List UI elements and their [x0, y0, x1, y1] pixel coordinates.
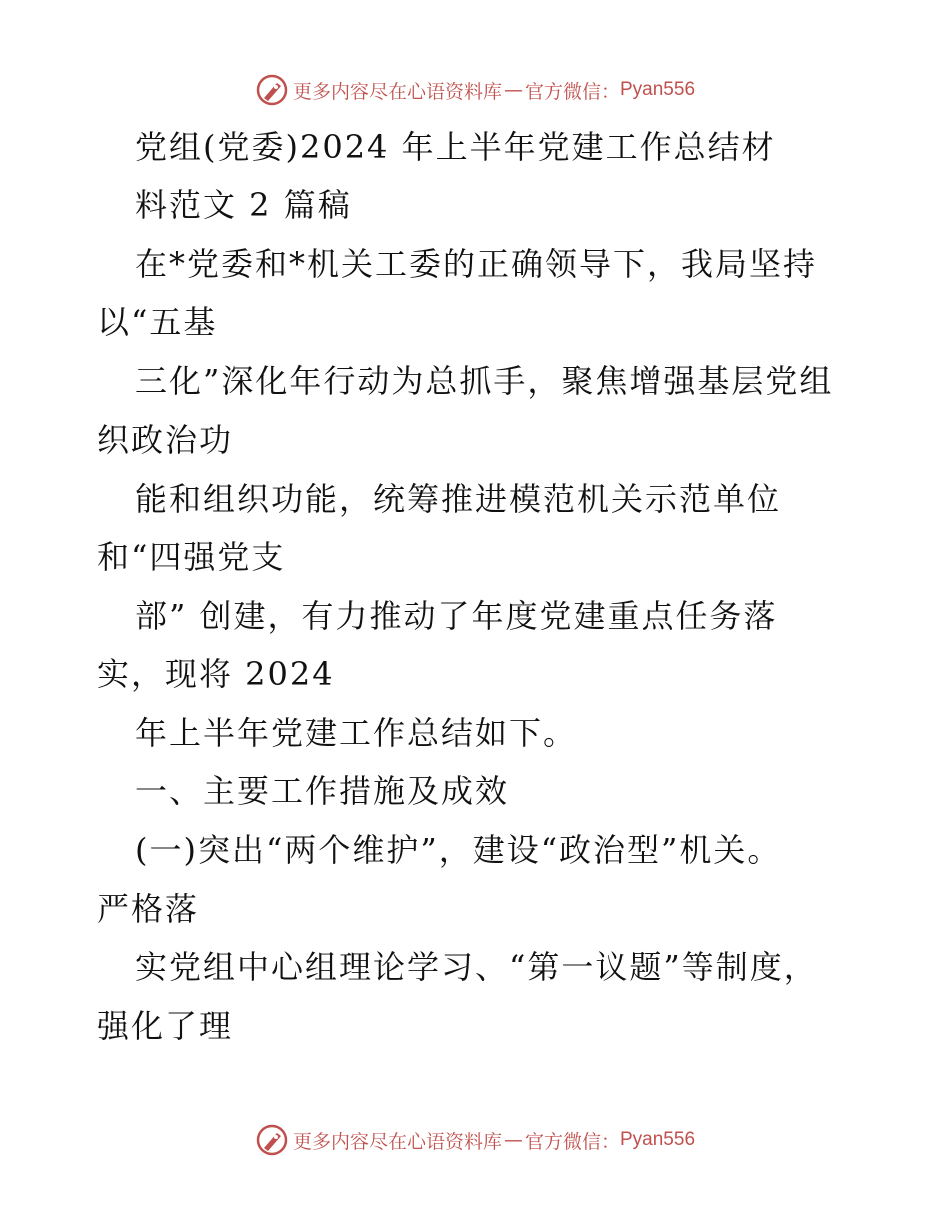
body-line: 实党组中心组理论学习、“第一议题”等制度， — [135, 948, 818, 986]
body-line: 部” 创建，有力推动了年度党建重点任务落 — [135, 597, 778, 635]
fountain-pen-logo-icon — [255, 73, 289, 107]
watermark-text: 更多内容尽在心语资料库 — [292, 80, 502, 103]
title-line-1: 党组(党委)2024 年上半年党建工作总结材 — [135, 128, 776, 166]
subsection-heading: (一)突出“两个维护”，建设“政治型”机关。 — [135, 831, 782, 869]
section-heading: 一、主要工作措施及成效 — [135, 772, 510, 810]
title-line-2: 料范文 2 篇稿 — [135, 186, 352, 224]
body-line: 年上半年党建工作总结如下。 — [135, 714, 578, 752]
watermark-label: 官方微信： — [524, 1130, 620, 1153]
body-line: 和“四强党支 — [97, 538, 286, 576]
body-line: 实，现将 2024 — [97, 655, 335, 693]
body-line: 以“五基 — [97, 303, 218, 341]
watermark-separator: — — [503, 1129, 523, 1151]
watermark-id: Pyan556 — [620, 79, 696, 100]
body-line: 严格落 — [97, 890, 200, 928]
body-line: 能和组织功能，统筹推进模范机关示范单位 — [135, 480, 782, 518]
body-line: 织政治功 — [97, 421, 234, 459]
body-line: 在*党委和*机关工委的正确领导下，我局坚持 — [135, 245, 818, 283]
watermark-footer — [0, 1120, 950, 1160]
fountain-pen-logo-icon — [255, 1123, 289, 1157]
watermark-text: 更多内容尽在心语资料库 — [292, 1130, 502, 1153]
body-line: 三化”深化年行动为总抓手，聚焦增强基层党组 — [135, 362, 834, 400]
body-line: 强化了理 — [97, 1007, 234, 1045]
watermark-id: Pyan556 — [620, 1129, 696, 1150]
watermark-separator: — — [503, 79, 523, 101]
watermark-label: 官方微信： — [524, 80, 620, 103]
watermark-header — [0, 70, 950, 110]
